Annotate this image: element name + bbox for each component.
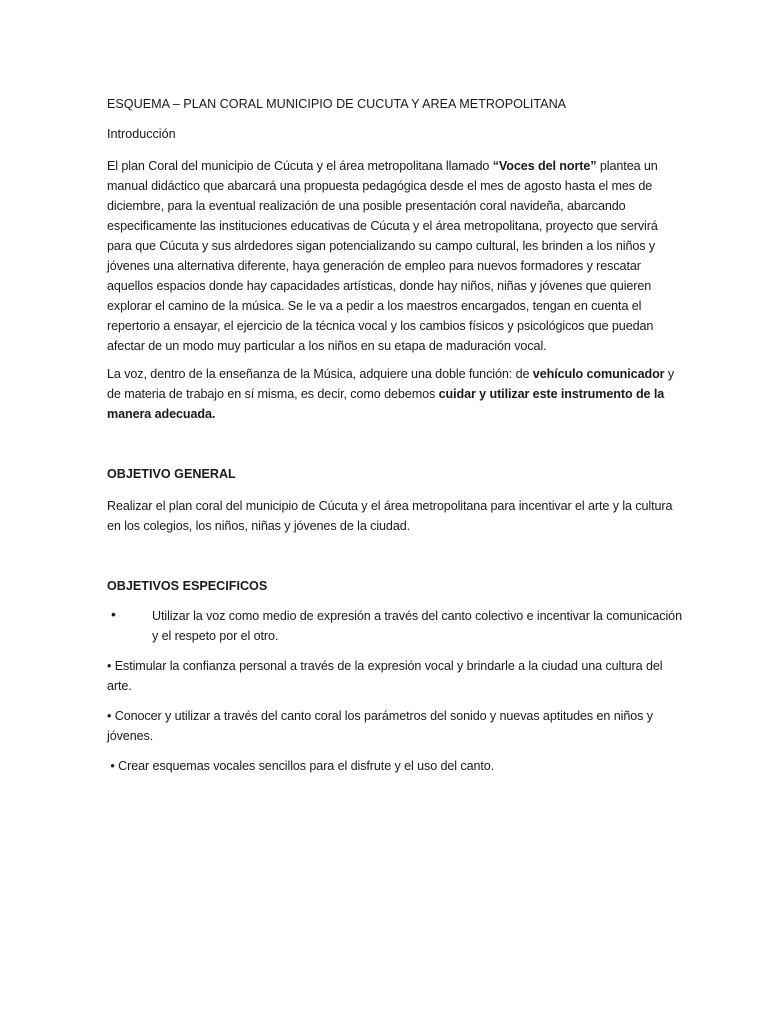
intro-heading: Introducción bbox=[107, 127, 176, 141]
voz-bold-1: vehículo comunicador bbox=[532, 367, 665, 381]
voz-text-part2: y de materia de trabajo en sí misma, es decir, como debemos bbox=[107, 367, 675, 401]
voz-bold-2: cuidar y utilizar este instrumento de la manera adecuada. bbox=[107, 387, 665, 421]
list-item-text: Utilizar la voz como medio de expresión a través del canto colectivo e incentivar la comunicación y el respeto por el otro. bbox=[152, 609, 682, 643]
intro-text-part1: El plan Coral del municipio de Cúcuta y el área metropolitana llamado bbox=[107, 159, 493, 173]
list-item: • Estimular la confianza personal a través de la expresión vocal y brindarle a la ciudad una cultura del arte. bbox=[107, 659, 663, 693]
objetivo-general-heading: OBJETIVO GENERAL bbox=[107, 467, 236, 481]
list-item bbox=[107, 606, 682, 646]
bullet-icon: • bbox=[111, 606, 116, 622]
intro-text-part2: plantea un manual didáctico que abarcará una propuesta pedagógica desde el mes de agosto hasta el mes de diciembre, para la eventual realización de una posible presentación coral navideña, abarcando especificamente las instituciones educativas de Cúcuta y el área metropolitana, proyecto que servirá para que Cúcuta y sus alrdedores sigan potencializando su campo cultural, les brinden a los niños y jóvenes una alternativa diferente, haya generación de empleo para nuevos formadores y rescatar aquellos espacios donde hay capacidades artísticas, donde hay niños, niñas y jóvenes que quieren explorar el camino de la música. Se le va a pedir a los maestros encargados, tengan en cuenta el repertorio a ensayar, el ejercicio de la técnica vocal y los cambios físicos y psicológicos que puedan afectar de un modo muy particular a los niños en su etapa de maduración vocal. bbox=[107, 159, 658, 353]
document-title: ESQUEMA – PLAN CORAL MUNICIPIO DE CUCUTA Y AREA METROPOLITANA bbox=[107, 97, 567, 111]
intro-paragraph bbox=[107, 156, 682, 356]
list-item: • Conocer y utilizar a través del canto coral los parámetros del sonido y nuevas aptitudes en niños y jóvenes. bbox=[107, 709, 653, 743]
voz-text-part1: La voz, dentro de la enseñanza de la Música, adquiere una doble función: de bbox=[107, 367, 533, 381]
list-item: • Crear esquemas vocales sencillos para el disfrute y el uso del canto. bbox=[107, 759, 495, 773]
objetivo-general-text: Realizar el plan coral del municipio de Cúcuta y el área metropolitana para incentivar el arte y la cultura en los colegios, los niños, niñas y jóvenes de la ciudad. bbox=[107, 499, 673, 533]
objetivos-especificos-heading: OBJETIVOS ESPECIFICOS bbox=[107, 579, 268, 593]
intro-emphasis: “Voces del norte” bbox=[492, 159, 597, 173]
voz-paragraph bbox=[107, 364, 682, 424]
